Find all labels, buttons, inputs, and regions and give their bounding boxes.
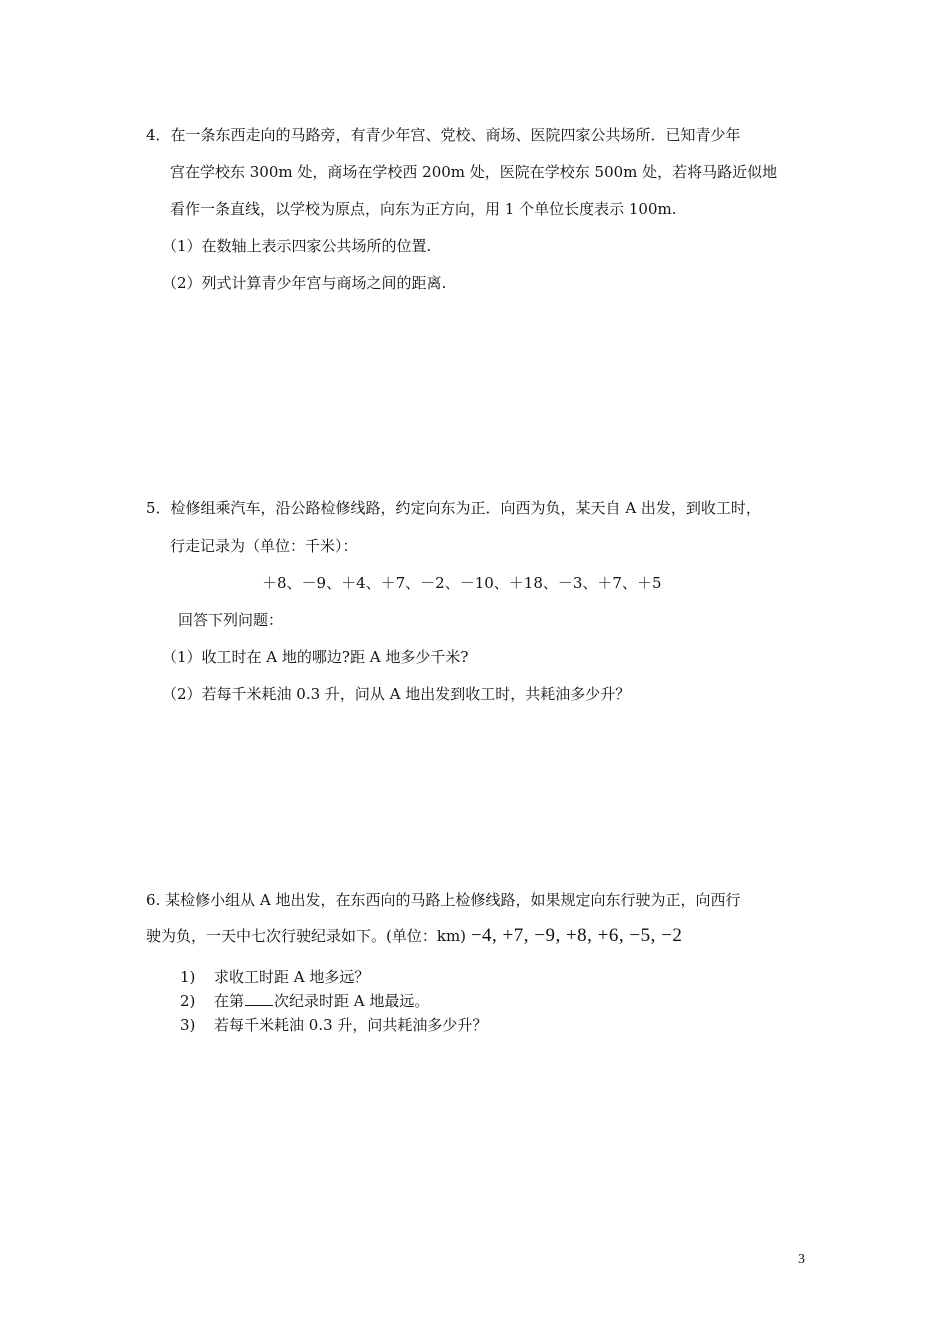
q4-line-3: 看作一条直线，以学校为原点，向东为正方向，用 1 个单位长度表示 100m. xyxy=(170,200,677,218)
q4-part-1: （1）在数轴上表示四家公共场所的位置. xyxy=(162,237,432,255)
page-number: 3 xyxy=(798,1252,805,1267)
q4-part-2: （2）列式计算青少年宫与商场之间的距离. xyxy=(162,274,447,292)
answer-blank xyxy=(245,991,273,1006)
q6-sub-1: 求收工时距 A 地多远？ xyxy=(214,968,370,986)
q6-sub-2-number: 2) xyxy=(180,992,196,1010)
q6-sub-3-number: 3) xyxy=(180,1016,196,1034)
q5-line-1: 5．检修组乘汽车，沿公路检修线路，约定向东为正．向西为负，某天自 A 出发，到收工时， xyxy=(146,499,761,517)
q5-part-2: （2）若每千米耗油 0.3 升，问从 A 地出发到收工时，共耗油多少升？ xyxy=(162,685,631,703)
q5-line-2: 行走记录为（单位：千米）： xyxy=(170,537,358,555)
q6-sub-3: 若每千米耗油 0.3 升，问共耗油多少升？ xyxy=(214,1016,488,1034)
q6-sub-1-number: 1) xyxy=(180,968,196,986)
q4-line-2: 宫在学校东 300m 处，商场在学校西 200m 处，医院在学校东 500m 处，若将马路近似地 xyxy=(170,163,778,181)
q4-line-1: 4．在一条东西走向的马路旁，有青少年宫、党校、商场、医院四家公共场所．已知青少年 xyxy=(146,126,741,144)
q6-line-2-text: 驶为负，一天中七次行驶纪录如下。(单位：km) xyxy=(146,927,467,945)
q6-sub-2-post: 次纪录时距 A 地最远。 xyxy=(274,992,430,1010)
q6-line-2 xyxy=(146,926,682,946)
q6-sub-2 xyxy=(214,991,429,1011)
q6-sub-2-pre: 在第 xyxy=(214,992,245,1010)
q6-line-1: 6. 某检修小组从 A 地出发，在东西向的马路上检修线路，如果规定向东行驶为正，向西行 xyxy=(146,891,741,909)
q5-record: ＋8、－9、＋4、＋7、－2、－10、＋18、－3、＋7、＋5 xyxy=(262,574,662,592)
q6-values: −4, +7, −9, +8, +6, −5, −2 xyxy=(470,925,683,946)
q5-prompt: 回答下列问题： xyxy=(178,611,284,629)
q5-part-1: （1）收工时在 A 地的哪边?距 A 地多少千米? xyxy=(162,648,469,666)
